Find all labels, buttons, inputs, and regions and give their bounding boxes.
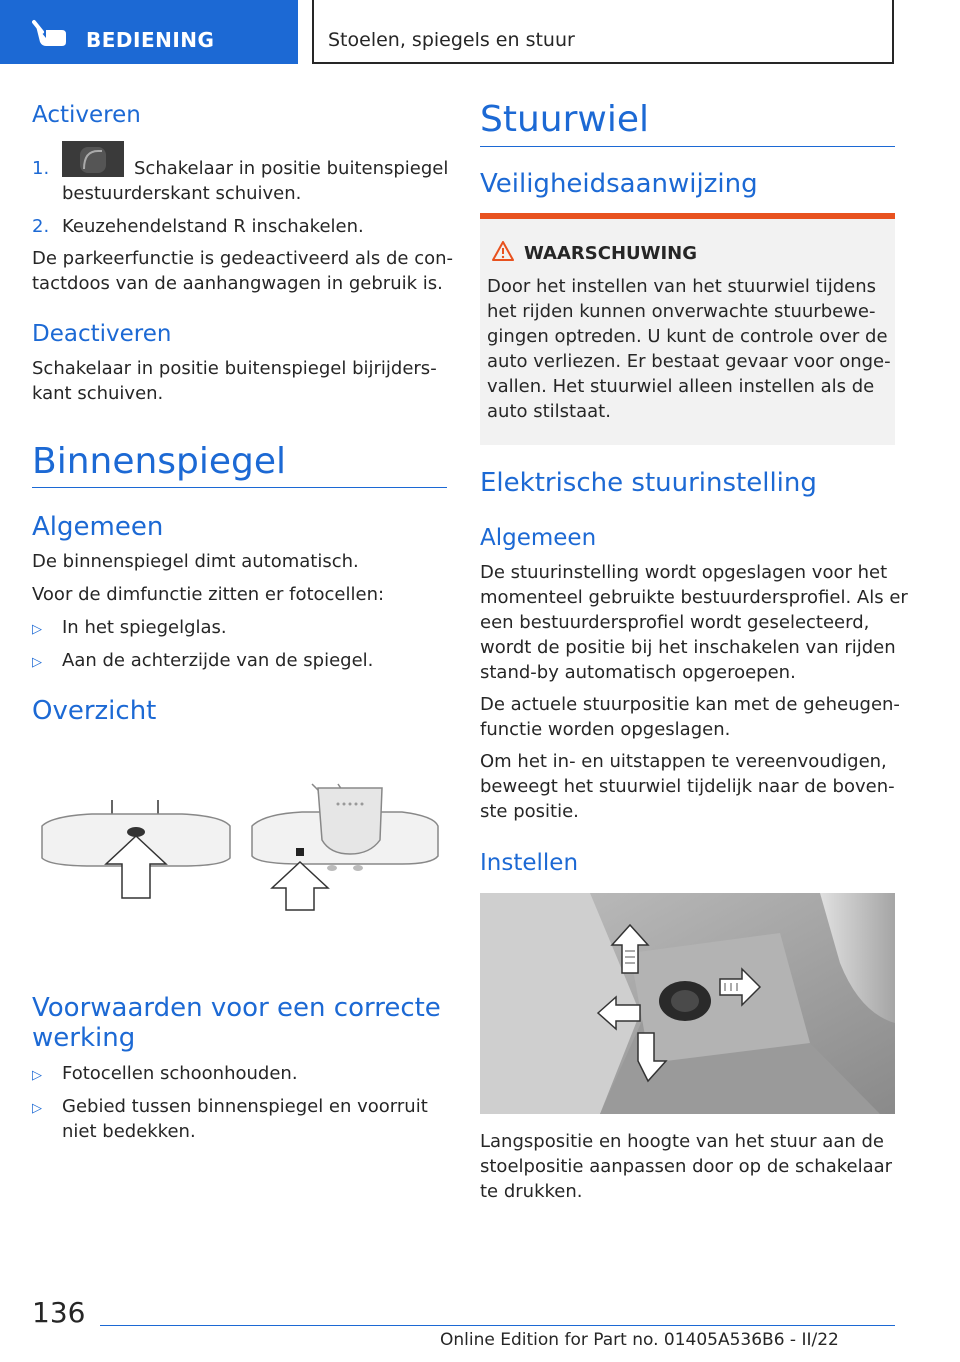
heading-overzicht: Overzicht bbox=[32, 696, 157, 726]
mirror-switch-icon bbox=[62, 141, 124, 177]
warning-line: het rijden kunnen onverwachte stuurbewe‐ bbox=[487, 301, 876, 322]
vw-bullet-text-1: Fotocellen schoonhouden. bbox=[62, 1063, 298, 1084]
heading-rule bbox=[480, 146, 895, 147]
list-item bbox=[32, 1094, 60, 1122]
algemeen-text-2: Voor de dimfunctie zitten er fotocellen: bbox=[32, 584, 385, 605]
instap-line: beweegt het stuurwiel tijdelijk naar de boven‐ bbox=[480, 776, 895, 797]
instap-line: ste positie. bbox=[480, 801, 579, 822]
heading-algemeen-left: Algemeen bbox=[32, 512, 164, 542]
step-1-text-a: Schakelaar in positie buitenspiegel bbox=[134, 158, 449, 179]
hand-pointer-icon bbox=[32, 18, 70, 48]
step-number: 2. bbox=[32, 216, 50, 237]
heading-veiligheid: Veiligheidsaanwijzing bbox=[480, 169, 758, 199]
list-item bbox=[32, 648, 60, 676]
steering-switch-illustration bbox=[480, 893, 895, 1114]
actuele-line: De actuele stuurpositie kan met de geheugen‐ bbox=[480, 694, 900, 715]
warning-triangle-icon bbox=[492, 241, 514, 261]
caption-line: stoelpositie aanpassen door op de schakelaar bbox=[480, 1156, 893, 1177]
heading-activeren: Activeren bbox=[32, 102, 141, 128]
deact-text-a: Schakelaar in positie buitenspiegel bijrijders‐ bbox=[32, 358, 437, 379]
chapter-title: Stoelen, spiegels en stuur bbox=[328, 29, 575, 51]
heading-voorwaarden-a: Voorwaarden voor een correcte bbox=[32, 993, 441, 1023]
bullet-triangle-icon: ▷ bbox=[32, 1068, 42, 1083]
bullet-triangle-icon: ▷ bbox=[32, 622, 42, 637]
heading-elektrische: Elektrische stuurinstelling bbox=[480, 468, 817, 498]
section-tab bbox=[0, 0, 298, 64]
caption-line: te drukken. bbox=[480, 1181, 583, 1202]
heading-binnenspiegel: Binnenspiegel bbox=[32, 441, 287, 482]
warning-title: WAARSCHUWING bbox=[524, 243, 698, 264]
heading-rule bbox=[32, 487, 447, 488]
instap-line: Om het in- en uitstappen te vereenvoudigen, bbox=[480, 751, 887, 772]
vw-bullet-text-2a: Gebied tussen binnenspiegel en voorruit bbox=[62, 1096, 428, 1117]
mirror-illustration bbox=[32, 770, 447, 915]
actuele-line: functie worden opgeslagen. bbox=[480, 719, 731, 740]
algemeen-line: momenteel gebruikte bestuurdersprofiel. Als er bbox=[480, 587, 908, 608]
list-item bbox=[32, 1061, 60, 1089]
parkeer-para-a: De parkeerfunctie is gedeactiveerd als de con‐ bbox=[32, 248, 454, 269]
warning-line: gingen optreden. U kunt de controle over de bbox=[487, 326, 888, 347]
section-label: BEDIENING bbox=[86, 28, 215, 52]
step-2 bbox=[32, 214, 60, 240]
step-number: 1. bbox=[32, 158, 50, 179]
warning-line: Door het instellen van het stuurwiel tijdens bbox=[487, 276, 876, 297]
algemeen-line: een bestuurdersprofiel wordt geselecteerd, bbox=[480, 612, 870, 633]
page-number: 136 bbox=[32, 1296, 86, 1329]
edition-text: Online Edition for Part no. 01405A536B6 - II/22 bbox=[440, 1330, 839, 1350]
footer-rule bbox=[100, 1325, 895, 1326]
heading-algemeen-right: Algemeen bbox=[480, 525, 597, 551]
chapter-title-box bbox=[312, 0, 894, 64]
algemeen-line: stand-by automatisch opgeroepen. bbox=[480, 662, 796, 683]
warning-line: auto stilstaat. bbox=[487, 401, 611, 422]
vw-bullet-text-2b: niet bedekken. bbox=[62, 1121, 196, 1142]
bullet-triangle-icon: ▷ bbox=[32, 1101, 42, 1116]
warning-line: auto verliezen. Er bestaat gevaar voor onge‐ bbox=[487, 351, 891, 372]
caption-line: Langspositie en hoogte van het stuur aan de bbox=[480, 1131, 884, 1152]
step-2-text: Keuzehendelstand R inschakelen. bbox=[62, 216, 364, 237]
heading-instellen: Instellen bbox=[480, 850, 579, 876]
deact-text-b: kant schuiven. bbox=[32, 383, 164, 404]
bullet-triangle-icon: ▷ bbox=[32, 655, 42, 670]
heading-stuurwiel: Stuurwiel bbox=[480, 99, 649, 140]
bullet-text-2: Aan de achterzijde van de spiegel. bbox=[62, 650, 374, 671]
step-1-text-b: bestuurderskant schuiven. bbox=[62, 183, 302, 204]
bullet-text-1: In het spiegelglas. bbox=[62, 617, 227, 638]
heading-voorwaarden-b: werking bbox=[32, 1023, 136, 1053]
algemeen-line: wordt de positie bij het inschakelen van rijden bbox=[480, 637, 896, 658]
parkeer-para-b: tactdoos van de aanhangwagen in gebruik is. bbox=[32, 273, 443, 294]
algemeen-text-1: De binnenspiegel dimt automatisch. bbox=[32, 551, 359, 572]
list-item bbox=[32, 615, 60, 643]
algemeen-line: De stuurinstelling wordt opgeslagen voor het bbox=[480, 562, 888, 583]
heading-deactiveren: Deactiveren bbox=[32, 321, 172, 347]
warning-line: vallen. Het stuurwiel alleen instellen als de bbox=[487, 376, 875, 397]
